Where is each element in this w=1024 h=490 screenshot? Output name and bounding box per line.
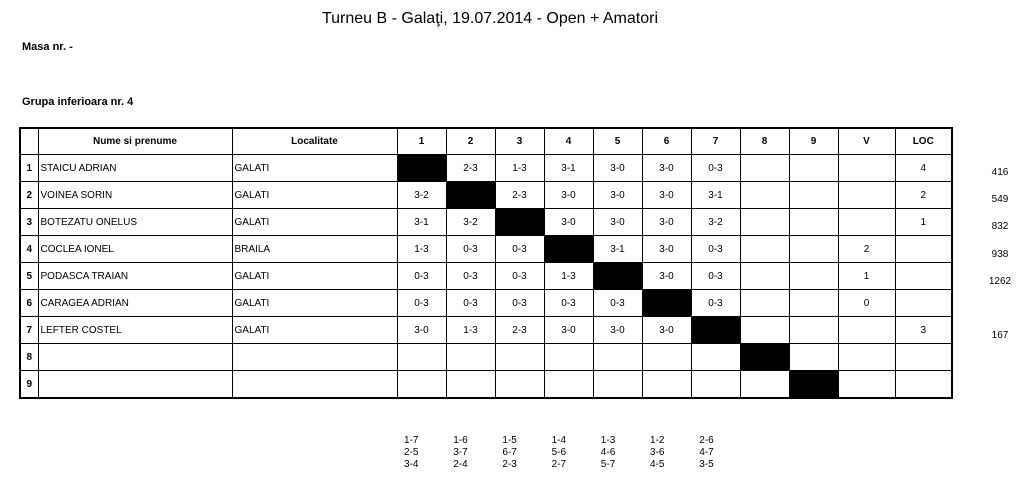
header-index <box>20 128 38 155</box>
side-rating: 549 <box>991 194 1009 206</box>
score-cell: 0-3 <box>446 236 495 263</box>
score-cell: 0-3 <box>446 290 495 317</box>
score-cell: 0-3 <box>397 290 446 317</box>
player-name: VOINEA SORIN <box>38 182 232 209</box>
score-cell: 1-3 <box>495 155 544 182</box>
score-cell <box>691 344 740 371</box>
place-cell: 3 <box>895 317 952 344</box>
score-cell <box>397 371 446 399</box>
score-cell: 3-1 <box>593 236 642 263</box>
diagonal-cell <box>495 209 544 236</box>
side-rating: 938 <box>991 248 1009 260</box>
score-cell: 3-0 <box>593 209 642 236</box>
player-name: STAICU ADRIAN <box>38 155 232 182</box>
score-cell <box>446 344 495 371</box>
score-cell <box>740 263 789 290</box>
schedule-match: 1-5 <box>502 435 517 446</box>
diagonal-cell <box>544 236 593 263</box>
score-cell: 0-3 <box>691 236 740 263</box>
schedule-match: 2-4 <box>453 459 468 470</box>
side-rating: 416 <box>991 167 1009 178</box>
score-cell <box>740 317 789 344</box>
diagonal-cell <box>740 344 789 371</box>
player-name: PODASCA TRAIAN <box>38 263 232 290</box>
player-name: LEFTER COSTEL <box>38 317 232 344</box>
score-cell <box>544 371 593 399</box>
score-cell: 3-1 <box>397 209 446 236</box>
side-rating: 167 <box>991 330 1009 342</box>
score-cell: 2-3 <box>495 317 544 344</box>
header-name: Nume si prenume <box>38 128 232 155</box>
victories-cell <box>838 182 895 209</box>
score-cell: 3-0 <box>593 155 642 182</box>
schedule-match: 1-7 <box>404 435 419 446</box>
place-cell <box>895 290 952 317</box>
score-cell: 0-3 <box>495 236 544 263</box>
score-cell <box>642 344 691 371</box>
header-col-3: 3 <box>495 128 544 155</box>
schedule-match: 3-7 <box>453 447 468 458</box>
schedule-match: 3-5 <box>699 459 714 470</box>
table-row <box>20 317 952 344</box>
score-cell <box>740 155 789 182</box>
score-cell <box>495 371 544 399</box>
score-cell <box>789 344 838 371</box>
score-cell: 2-3 <box>495 182 544 209</box>
schedule-match: 3-4 <box>404 459 419 470</box>
score-cell: 3-2 <box>446 209 495 236</box>
victories-cell <box>838 371 895 399</box>
player-number: 2 <box>20 182 38 209</box>
player-number: 7 <box>20 317 38 344</box>
score-cell: 3-0 <box>642 317 691 344</box>
score-cell <box>789 290 838 317</box>
player-name: BOTEZATU ONELUS <box>38 209 232 236</box>
score-cell: 0-3 <box>691 155 740 182</box>
schedule-match: 2-6 <box>699 435 714 446</box>
score-cell: 0-3 <box>446 263 495 290</box>
schedule-match: 4-7 <box>699 447 714 458</box>
player-city: GALATI <box>232 182 397 209</box>
score-cell: 3-0 <box>544 182 593 209</box>
diagonal-cell <box>446 182 495 209</box>
header-col-8: 8 <box>740 128 789 155</box>
schedule-match: 2-3 <box>502 459 517 470</box>
player-city: BRAILA <box>232 236 397 263</box>
player-number: 8 <box>20 344 38 371</box>
score-cell: 0-3 <box>495 263 544 290</box>
header-place: LOC <box>895 128 952 155</box>
score-cell: 3-0 <box>544 317 593 344</box>
score-cell: 3-0 <box>642 209 691 236</box>
schedule-match: 5-6 <box>551 447 567 458</box>
header-col-1: 1 <box>397 128 446 155</box>
player-number: 1 <box>20 155 38 182</box>
score-cell: 0-3 <box>544 290 593 317</box>
score-cell <box>495 344 544 371</box>
schedule-match: 3-6 <box>650 447 665 458</box>
schedule-match: 1-4 <box>551 435 567 446</box>
schedule-match: 2-7 <box>551 459 567 470</box>
player-number: 9 <box>20 371 38 399</box>
score-cell <box>789 317 838 344</box>
table-row <box>20 236 952 263</box>
place-cell <box>895 371 952 399</box>
place-cell <box>895 236 952 263</box>
score-cell: 0-3 <box>593 290 642 317</box>
score-cell <box>740 371 789 399</box>
place-cell: 1 <box>895 209 952 236</box>
schedule-match: 4-5 <box>650 459 665 470</box>
score-cell: 0-3 <box>397 263 446 290</box>
score-cell: 3-0 <box>642 263 691 290</box>
schedule-round <box>502 435 532 471</box>
header-col-9: 9 <box>789 128 838 155</box>
place-cell <box>895 344 952 371</box>
table-row <box>20 344 952 371</box>
schedule-match: 4-6 <box>600 447 616 458</box>
player-name: COCLEA IONEL <box>38 236 232 263</box>
score-cell: 0-3 <box>691 290 740 317</box>
player-name <box>38 371 232 399</box>
score-cell <box>789 263 838 290</box>
score-cell <box>691 371 740 399</box>
player-name <box>38 344 232 371</box>
score-cell <box>740 209 789 236</box>
header-col-5: 5 <box>593 128 642 155</box>
header-col-4: 4 <box>544 128 593 155</box>
player-city <box>232 344 397 371</box>
schedule-match: 1-2 <box>650 435 665 446</box>
page-title: Turneu B - Galaţi, 19.07.2014 - Open + Amatori <box>321 10 659 27</box>
results-table <box>19 127 953 399</box>
schedule-round <box>552 435 582 471</box>
score-cell <box>740 290 789 317</box>
table-row <box>20 209 952 236</box>
victories-cell <box>838 209 895 236</box>
score-cell: 3-0 <box>593 317 642 344</box>
place-cell: 2 <box>895 182 952 209</box>
score-cell <box>740 236 789 263</box>
diagonal-cell <box>789 371 838 399</box>
score-cell: 3-0 <box>642 155 691 182</box>
header-col-2: 2 <box>446 128 495 155</box>
score-cell: 3-1 <box>691 182 740 209</box>
schedule-round <box>601 435 631 471</box>
diagonal-cell <box>691 317 740 344</box>
score-cell <box>446 371 495 399</box>
score-cell: 1-3 <box>397 236 446 263</box>
schedule-match: 5-7 <box>600 459 616 470</box>
victories-cell <box>838 317 895 344</box>
player-number: 6 <box>20 290 38 317</box>
table-row <box>20 290 952 317</box>
player-city: GALATI <box>232 263 397 290</box>
diagonal-cell <box>642 290 691 317</box>
victories-cell: 0 <box>838 290 895 317</box>
header-col-7: 7 <box>691 128 740 155</box>
schedule-round <box>699 435 729 471</box>
score-cell <box>789 209 838 236</box>
player-name: CARAGEA ADRIAN <box>38 290 232 317</box>
score-cell <box>740 182 789 209</box>
score-cell: 3-2 <box>397 182 446 209</box>
score-cell: 0-3 <box>495 290 544 317</box>
score-cell <box>593 344 642 371</box>
score-cell: 3-0 <box>642 182 691 209</box>
victories-cell <box>838 344 895 371</box>
side-rating: 1262 <box>988 275 1012 287</box>
victories-cell <box>838 155 895 182</box>
schedule-match: 1-6 <box>453 435 468 446</box>
score-cell: 1-3 <box>544 263 593 290</box>
score-cell <box>789 155 838 182</box>
diagonal-cell <box>593 263 642 290</box>
score-cell: 3-0 <box>642 236 691 263</box>
diagonal-cell <box>397 155 446 182</box>
schedule-match: 2-5 <box>404 447 419 458</box>
group-label: Grupa inferioara nr. 4 <box>22 96 134 108</box>
player-city: GALATI <box>232 155 397 182</box>
schedule-round <box>453 435 483 471</box>
player-city: GALATI <box>232 209 397 236</box>
schedule-round <box>404 435 434 471</box>
score-cell: 3-0 <box>397 317 446 344</box>
table-row <box>20 182 952 209</box>
score-cell <box>789 236 838 263</box>
score-cell <box>642 371 691 399</box>
table-row <box>20 155 952 182</box>
header-col-6: 6 <box>642 128 691 155</box>
player-city: GALATI <box>232 290 397 317</box>
header-victories: V <box>838 128 895 155</box>
player-city: GALATI <box>232 317 397 344</box>
score-cell: 3-0 <box>593 182 642 209</box>
player-number: 4 <box>20 236 38 263</box>
player-number: 3 <box>20 209 38 236</box>
score-cell <box>593 371 642 399</box>
score-cell: 1-3 <box>446 317 495 344</box>
score-cell: 3-0 <box>544 209 593 236</box>
score-cell <box>544 344 593 371</box>
score-cell: 0-3 <box>691 263 740 290</box>
place-cell: 4 <box>895 155 952 182</box>
victories-cell: 1 <box>838 263 895 290</box>
table-number-label: Masa nr. - <box>22 41 73 53</box>
player-city <box>232 371 397 399</box>
score-cell <box>397 344 446 371</box>
place-cell <box>895 263 952 290</box>
score-cell: 2-3 <box>446 155 495 182</box>
score-cell: 3-1 <box>544 155 593 182</box>
table-row <box>20 263 952 290</box>
table-header-row <box>20 128 952 155</box>
player-number: 5 <box>20 263 38 290</box>
table-row <box>20 371 952 399</box>
victories-cell: 2 <box>838 236 895 263</box>
schedule-round <box>650 435 680 471</box>
schedule-match: 1-3 <box>600 435 616 446</box>
header-city: Localitate <box>232 128 397 155</box>
side-rating: 832 <box>991 221 1009 233</box>
score-cell <box>789 182 838 209</box>
score-cell: 3-2 <box>691 209 740 236</box>
schedule-match: 6-7 <box>502 447 517 458</box>
